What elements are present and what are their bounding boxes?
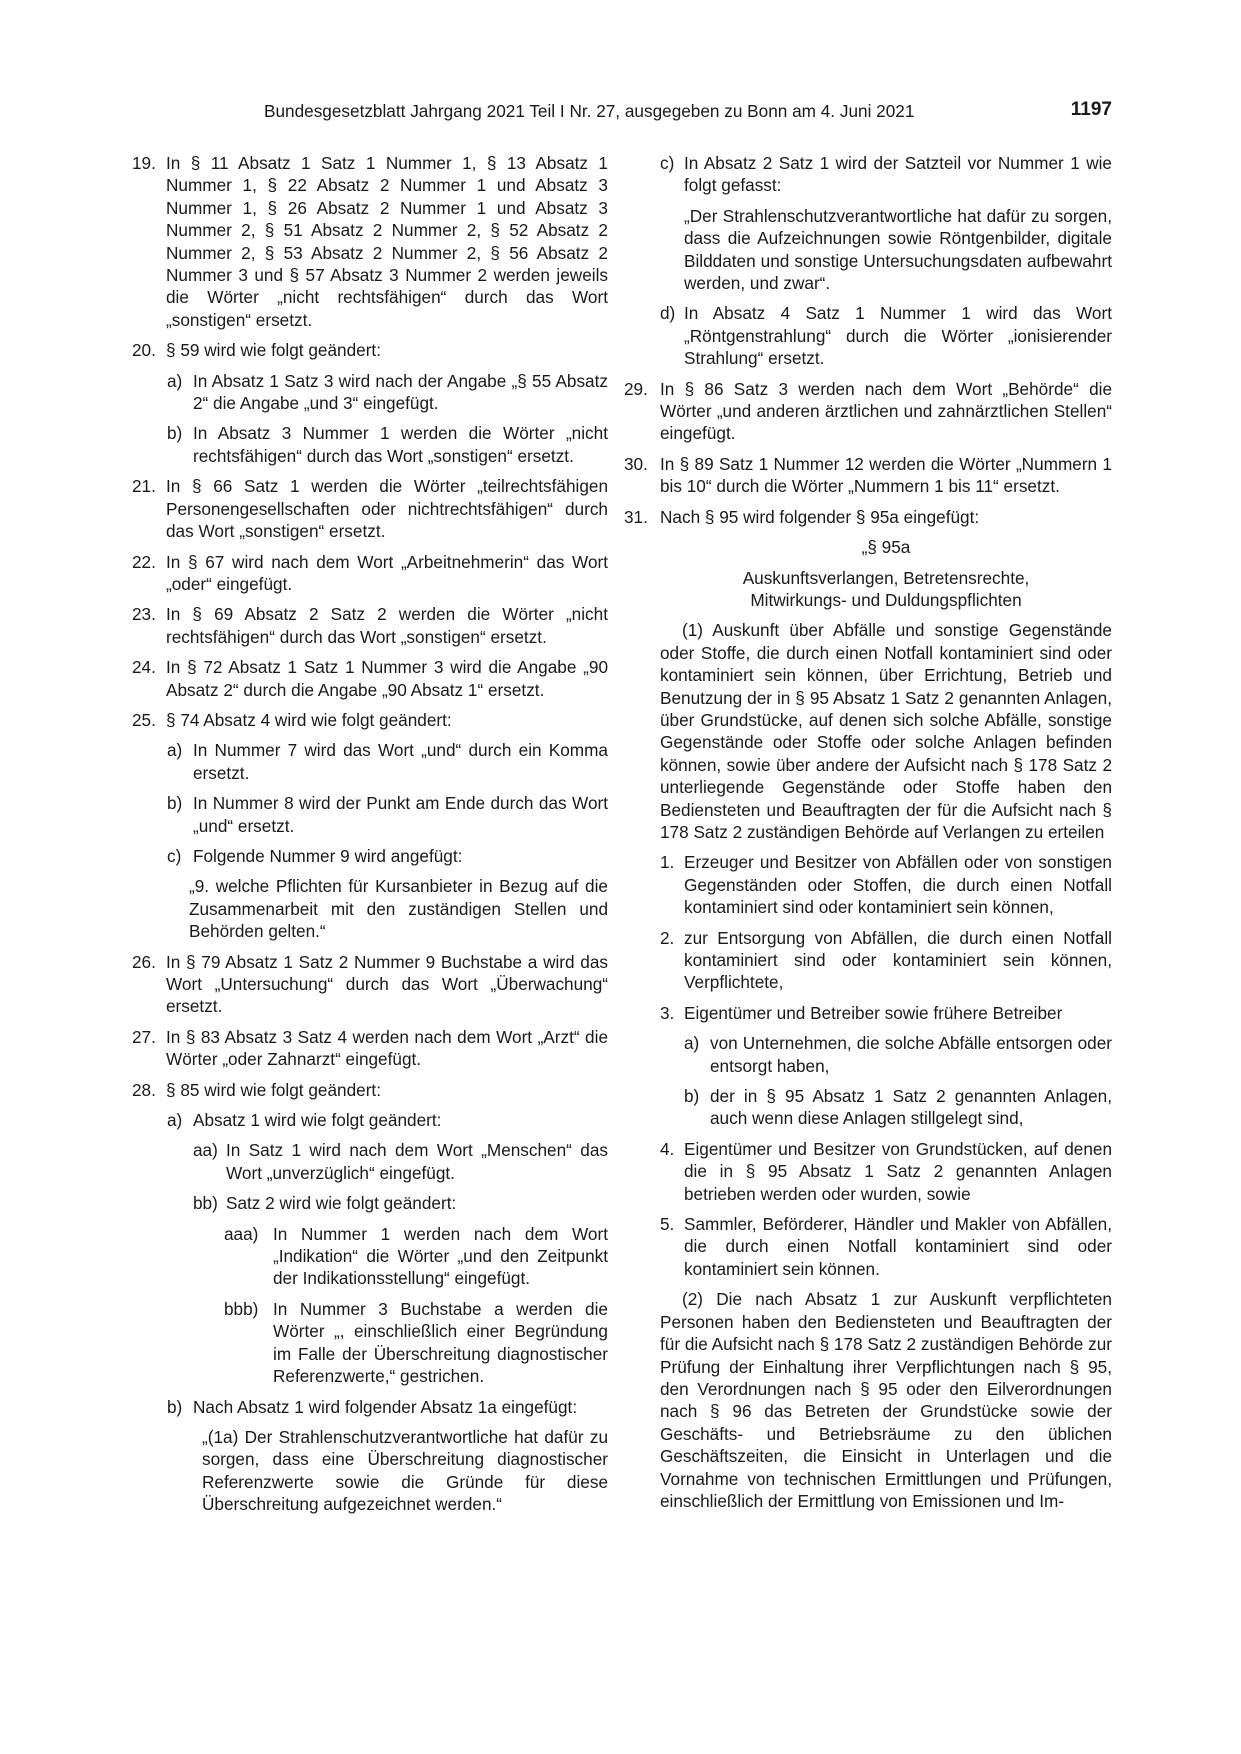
left-column bbox=[132, 152, 608, 1524]
item-text: Nach § 95 wird folgender § 95a eingefügt: bbox=[660, 506, 980, 527]
item-number: 30. bbox=[624, 453, 648, 474]
item-text: In Absatz 2 Satz 1 wird der Satzteil vor Nummer 1 wie folgt gefasst: bbox=[684, 153, 1112, 196]
item-number: b) bbox=[167, 1396, 183, 1417]
item-text: der in § 95 Absatz 1 Satz 2 genannten Anlagen, auch wenn diese Anlagen stillgelegt sind, bbox=[710, 1086, 1112, 1129]
list-item bbox=[132, 792, 608, 837]
item-number: 20. bbox=[132, 340, 156, 361]
item-number: bb) bbox=[193, 1193, 218, 1214]
list-item bbox=[132, 152, 608, 331]
item-number: 29. bbox=[624, 378, 648, 399]
list-item bbox=[132, 370, 608, 415]
item-number: 28. bbox=[132, 1079, 156, 1100]
paragraph: (2) Die nach Absatz 1 zur Auskunft verpflichteten Personen haben den Bediensteten und Beauftragten der für die Aufsicht nach § 178 Satz 2 zuständigen Behörde zur Prüfung der Einhaltung ihrer Verpflichtungen nach § 95, den Verordnungen nach § 95 oder den Eilverordnungen nach § 96 das Betreten der Grundstücke sowie der Geschäfts- und Betriebsräume zu den üblichen Geschäftszeiten, die Einsicht in Unterlagen und die Vornahme von technischen Ermittlungen und Prüfungen, einschließlich der Ermittlung von Emissionen und Im- bbox=[660, 1289, 1112, 1511]
gazette-title: Bundesgesetzblatt Jahrgang 2021 Teil I Nr. 27, ausgegeben zu Bonn am 4. Juni 2021 bbox=[264, 101, 915, 121]
item-number: b) bbox=[684, 1086, 700, 1107]
list-item bbox=[132, 1192, 608, 1214]
list-item bbox=[132, 951, 608, 1018]
item-text: In § 66 Satz 1 werden die Wörter „teilrechtsfähigen Personengesellschaften oder nichtrechtsfähigen“ durch das Wort „sonstigen“ ersetzt. bbox=[166, 476, 608, 542]
list-item bbox=[132, 1109, 608, 1131]
list-item bbox=[132, 1396, 608, 1418]
list-item bbox=[132, 422, 608, 467]
item-number: aaa) bbox=[224, 1223, 259, 1244]
section-title-line: Mitwirkungs- und Duldungspflichten bbox=[750, 589, 1022, 610]
item-text: In Nummer 7 wird das Wort „und“ durch ein Komma ersetzt. bbox=[193, 740, 608, 783]
list-item bbox=[660, 1032, 1112, 1077]
item-number: a) bbox=[167, 370, 183, 391]
item-text: In Nummer 1 werden nach dem Wort „Indikation“ die Wörter „und den Zeitpunkt der Indikationsstellung“ eingefügt. bbox=[273, 1223, 608, 1289]
item-number: 27. bbox=[132, 1026, 156, 1047]
item-text: In Absatz 4 Satz 1 Nummer 1 wird das Wort „Röntgenstrahlung“ durch die Wörter „ionisierender Strahlung“ ersetzt. bbox=[684, 303, 1112, 369]
item-number: 25. bbox=[132, 709, 156, 730]
item-number: aa) bbox=[193, 1140, 218, 1161]
item-number: a) bbox=[167, 740, 183, 761]
item-number: bbb) bbox=[224, 1298, 259, 1319]
list-item bbox=[660, 302, 1112, 369]
list-item bbox=[132, 551, 608, 596]
item-text: Eigentümer und Besitzer von Grundstücken, auf denen die in § 95 Absatz 1 Satz 2 genannten Anlagen betrieben werden oder wurden, sowie bbox=[684, 1138, 1112, 1204]
list-item bbox=[132, 1298, 608, 1388]
item-number: 31. bbox=[624, 506, 648, 527]
item-text: In Satz 1 wird nach dem Wort „Menschen“ das Wort „unverzüglich“ eingefügt. bbox=[226, 1140, 608, 1183]
item-text: Satz 2 wird wie folgt geändert: bbox=[226, 1193, 457, 1214]
list-item bbox=[132, 739, 608, 784]
item-number: 4. bbox=[660, 1138, 675, 1159]
item-text: In § 79 Absatz 1 Satz 2 Nummer 9 Buchstabe a wird das Wort „Untersuchung“ durch das Wort „Überwachung“ ersetzt. bbox=[166, 951, 608, 1017]
item-text: In § 86 Satz 3 werden nach dem Wort „Behörde“ die Wörter „und anderen ärztlichen und zahnärztlichen Stellen“ eingefügt. bbox=[660, 378, 1112, 444]
section-title-line: Auskunftsverlangen, Betretensrechte, bbox=[742, 567, 1030, 588]
item-number: 2. bbox=[660, 927, 675, 948]
list-item bbox=[132, 339, 608, 361]
list-item bbox=[624, 453, 1112, 498]
item-number: 3. bbox=[660, 1002, 675, 1023]
item-text: Nach Absatz 1 wird folgender Absatz 1a eingefügt: bbox=[193, 1396, 578, 1417]
item-number: c) bbox=[167, 845, 182, 866]
item-number: 19. bbox=[132, 153, 156, 173]
list-item bbox=[660, 1213, 1112, 1280]
item-number: d) bbox=[660, 303, 676, 324]
item-text: In Absatz 3 Nummer 1 werden die Wörter „nicht rechtsfähigen“ durch das Wort „sonstigen“ ersetzt. bbox=[193, 423, 608, 466]
list-item bbox=[660, 851, 1112, 918]
item-text: Sammler, Beförderer, Händler und Makler von Abfällen, die durch einen Notfall kontaminiert sind oder kontaminiert sein können. bbox=[684, 1214, 1112, 1279]
item-text: von Unternehmen, die solche Abfälle entsorgen oder entsorgt haben, bbox=[710, 1033, 1112, 1076]
list-item bbox=[132, 475, 608, 542]
section-title bbox=[660, 567, 1112, 612]
list-item bbox=[624, 378, 1112, 445]
page-number: 1197 bbox=[1070, 99, 1112, 120]
item-text: Absatz 1 wird wie folgt geändert: bbox=[193, 1110, 442, 1131]
list-item bbox=[132, 1079, 608, 1101]
item-number: b) bbox=[167, 423, 183, 444]
item-text: In § 72 Absatz 1 Satz 1 Nummer 3 wird die Angabe „90 Absatz 2“ durch die Angabe „90 Absatz 1“ ersetzt. bbox=[166, 657, 608, 700]
item-text: In § 67 wird nach dem Wort „Arbeitnehmerin“ das Wort „oder“ eingefügt. bbox=[166, 551, 608, 594]
item-number: 26. bbox=[132, 951, 156, 972]
item-text: zur Entsorgung von Abfällen, die durch einen Notfall kontaminiert sind oder kontaminiert sein können, Verpflichtete, bbox=[684, 927, 1112, 993]
item-number: a) bbox=[167, 1110, 183, 1131]
item-number: a) bbox=[684, 1033, 700, 1054]
list-item bbox=[132, 845, 608, 867]
list-item bbox=[660, 927, 1112, 994]
list-item bbox=[624, 506, 1112, 528]
item-text: In § 83 Absatz 3 Satz 4 werden nach dem Wort „Arzt“ die Wörter „oder Zahnarzt“ eingefügt. bbox=[166, 1026, 608, 1070]
item-text: § 85 wird wie folgt geändert: bbox=[166, 1079, 381, 1100]
item-number: 22. bbox=[132, 551, 156, 572]
item-text: Eigentümer und Betreiber sowie frühere Betreiber bbox=[684, 1002, 1063, 1023]
page-header bbox=[132, 100, 1112, 126]
list-item bbox=[132, 603, 608, 648]
item-text: In § 69 Absatz 2 Satz 2 werden die Wörter „nicht rechtsfähigen“ durch das Wort „sonstigen“ ersetzt. bbox=[166, 604, 608, 647]
list-item bbox=[132, 1223, 608, 1290]
item-text: Folgende Nummer 9 wird angefügt: bbox=[193, 845, 463, 866]
list-item bbox=[132, 1026, 608, 1071]
item-number: c) bbox=[660, 153, 675, 173]
list-item bbox=[660, 1002, 1112, 1024]
list-item bbox=[660, 1138, 1112, 1205]
list-item bbox=[660, 1085, 1112, 1130]
list-item bbox=[660, 152, 1112, 197]
list-item bbox=[132, 656, 608, 701]
item-number: 5. bbox=[660, 1214, 675, 1235]
item-number: 1. bbox=[660, 852, 675, 873]
item-number: 21. bbox=[132, 476, 156, 497]
list-item bbox=[132, 1139, 608, 1184]
item-text: In Nummer 8 wird der Punkt am Ende durch das Wort „und“ ersetzt. bbox=[193, 793, 608, 836]
paragraph: (1) Auskunft über Abfälle und sonstige Gegenstände oder Stoffe, die durch einen Notfall kontaminiert sind oder kontaminiert sein können, über Errichtung, Betrieb und Benutzung der in § 95 Absatz 1 Satz 2 genannten Anlagen, über Grundstücke, auf denen sich solche Abfälle, sonstige Gegenstände oder Stoffe oder solche Anlagen befinden können, sowie über andere der Aufsicht nach § 178 Satz 2 unterliegende Gegenstände oder Stoffe haben den Bediensteten und Beauftragten der für die Aufsicht nach § 178 Satz 2 zuständigen Behörde auf Verlangen zu erteilen bbox=[660, 620, 1112, 842]
item-text: § 74 Absatz 4 wird wie folgt geändert: bbox=[166, 709, 452, 730]
item-number: 24. bbox=[132, 657, 156, 678]
item-text: In Absatz 1 Satz 3 wird nach der Angabe „§ 55 Absatz 2“ die Angabe „und 3“ eingefügt. bbox=[193, 370, 608, 414]
quoted-text: „Der Strahlenschutzverantwortliche hat dafür zu sorgen, dass die Aufzeichnungen sowie Röntgenbilder, digitale Bilddaten und sonstige Untersuchungsdaten aufbewahrt werden, und zwar“. bbox=[684, 205, 1112, 294]
item-text: In § 11 Absatz 1 Satz 1 Nummer 1, § 13 Absatz 1 Nummer 1, § 22 Absatz 2 Nummer 1 und Absatz 3 Nummer 1, § 26 Absatz 2 Nummer 1 und Absatz 3 Nummer 2, § 51 Absatz 2 Nummer 2, § 52 Absatz 2 Nummer 2, § 53 Absatz 2 Nummer 2, § 56 Absatz 2 Nummer 3 und § 57 Absatz 3 Nummer 2 werden jeweils die Wörter „nicht rechtsfähigen“ durch das Wort „sonstigen“ ersetzt. bbox=[166, 153, 608, 330]
item-number: b) bbox=[167, 793, 183, 814]
quoted-text: „9. welche Pflichten für Kursanbieter in Bezug auf die Zusammenarbeit mit den zuständigen Stellen und Behörden gelten.“ bbox=[189, 876, 608, 942]
list-item bbox=[132, 709, 608, 731]
quoted-text: „(1a) Der Strahlenschutzverantwortliche hat dafür zu sorgen, dass eine Überschreitung diagnostischer Referenzwerte sowie die Gründe für diese Überschreitung aufgezeichnet werden.“ bbox=[202, 1426, 608, 1515]
item-text: In § 89 Satz 1 Nummer 12 werden die Wörter „Nummern 1 bis 10“ durch die Wörter „Nummern 1 bis 11“ ersetzt. bbox=[660, 453, 1112, 497]
item-text: § 59 wird wie folgt geändert: bbox=[166, 340, 381, 361]
section-number: „§ 95a bbox=[861, 537, 911, 558]
item-text: In Nummer 3 Buchstabe a werden die Wörter „, einschließlich einer Begründung im Falle der Überschreitung diagnostischer Referenzwerte,“ gestrichen. bbox=[273, 1298, 608, 1387]
item-text: Erzeuger und Besitzer von Abfällen oder von sonstigen Gegenständen oder Stoffen, die durch einen Notfall kontaminiert sind oder kontaminiert sein können, bbox=[684, 852, 1112, 918]
right-column bbox=[624, 152, 1112, 1520]
item-number: 23. bbox=[132, 604, 156, 625]
